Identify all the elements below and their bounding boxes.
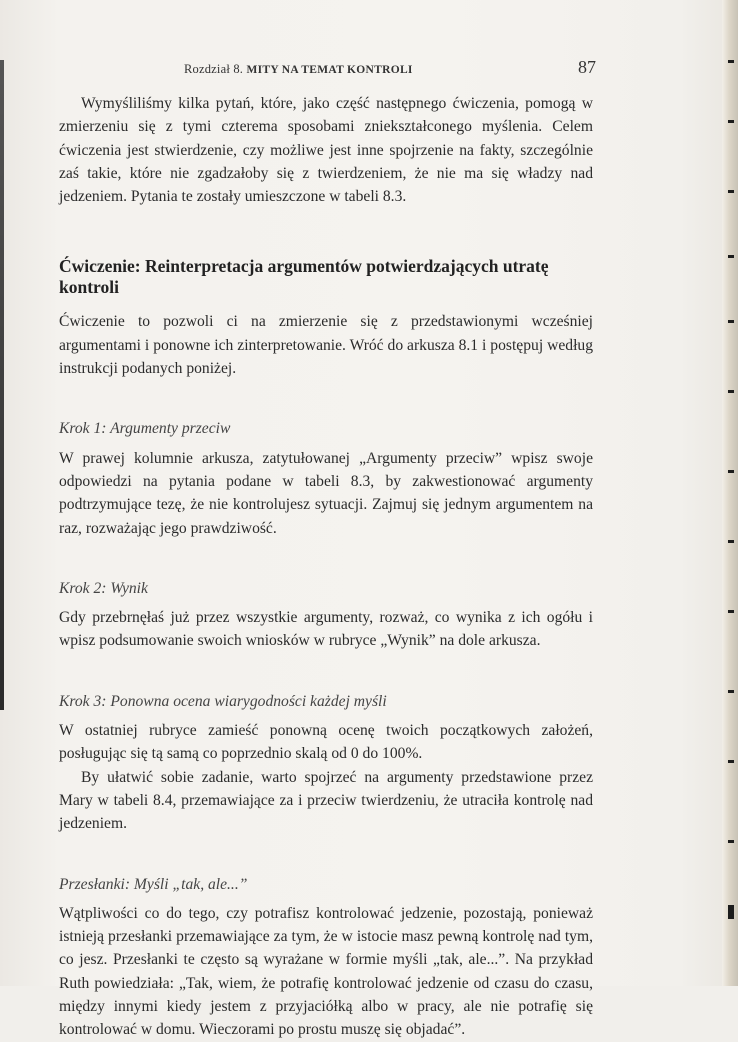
chapter-prefix: Rozdział 8.	[184, 62, 244, 76]
page-edge-stack	[722, 0, 738, 986]
intro-paragraph: Wymyśliliśmy kilka pytań, które, jako część następnego ćwiczenia, pomogą w zmierzeniu się z tymi czterema sposobami zniekształconego myślenia. Celem ćwiczenia jest stwierdzenie, czy możliwe jest inne spojrzenie na fakty, szczególnie zaś takie, które nie zgadzałoby się z twierdzeniem, że nie ma się władzy nad jedzeniem. Pytania te zostały umieszczone w tabeli 8.3.	[59, 95, 593, 206]
premises-heading: Przesłanki: Myśli „tak, ale...”	[59, 875, 248, 893]
step2-heading: Krok 2: Wynik	[59, 579, 148, 597]
running-header	[184, 62, 484, 77]
step2-text: Gdy przebrnęłaś już przez wszystkie argumenty, rozważ, co wynika z ich ogółu i wpisz podsumowanie swoich wniosków w rubryce „Wynik” na dole arkusza.	[59, 609, 593, 650]
page-binding-shadow	[0, 60, 4, 710]
page-content	[59, 92, 593, 1042]
step1-heading: Krok 1: Argumenty przeciw	[59, 420, 231, 438]
step1-text: W prawej kolumnie arkusza, zatytułowanej „Argumenty przeciw” wpisz swoje odpowiedzi na pytania podane w tabeli 8.3, by zakwestionować argumenty podtrzymujące tezę, że nie kontrolujesz sytuacji. Zajmuj się jednym argumentem na raz, rozważając jego prawdziwość.	[59, 449, 593, 537]
step3-text-1: W ostatniej rubryce zamieść ponowną ocenę twoich początkowych założeń, posługując się tą samą co poprzednio skalą od 0 do 100%.	[59, 722, 593, 763]
page-number: 87	[578, 57, 596, 77]
premises-text: Wątpliwości co do tego, czy potrafisz kontrolować jedzenie, pozostają, ponieważ istnieją przesłanki przemawiające za tym, że w istocie masz pewną kontrolę nad tym, co jesz. Przesłanki te często są wyrażane w formie myśli „tak, ale...”. Na przykład Ruth powiedziała: „Tak, wiem, że potrafię kontrolować jedzenie od czasu do czasu, między innymi kiedy jestem z przyjaciółką albo w pracy, ale nie potrafię się kontrolować w domu. Wieczorami po prostu muszę się objadać”.	[59, 904, 593, 1039]
exercise-heading: Ćwiczenie: Reinterpretacja argumentów potwierdzających utratę kontroli	[59, 256, 549, 298]
step3-heading: Krok 3: Ponowna ocena wiarygodności każdej myśli	[59, 692, 387, 710]
exercise-intro: Ćwiczenie to pozwoli ci na zmierzenie się z przedstawionymi wcześniej argumentami i ponowne ich zinterpretowanie. Wróć do arkusza 8.1 i postępuj według instrukcji podanych poniżej.	[59, 313, 593, 378]
chapter-title: MITY NA TEMAT KONTROLI	[246, 64, 413, 76]
step3-text-2: By ułatwić sobie zadanie, warto spojrzeć na argumenty przedstawione przez Mary w tabeli 8.4, przemawiające za i przeciw twierdzeniu, że utraciła kontrolę nad jedzeniem.	[59, 768, 593, 833]
